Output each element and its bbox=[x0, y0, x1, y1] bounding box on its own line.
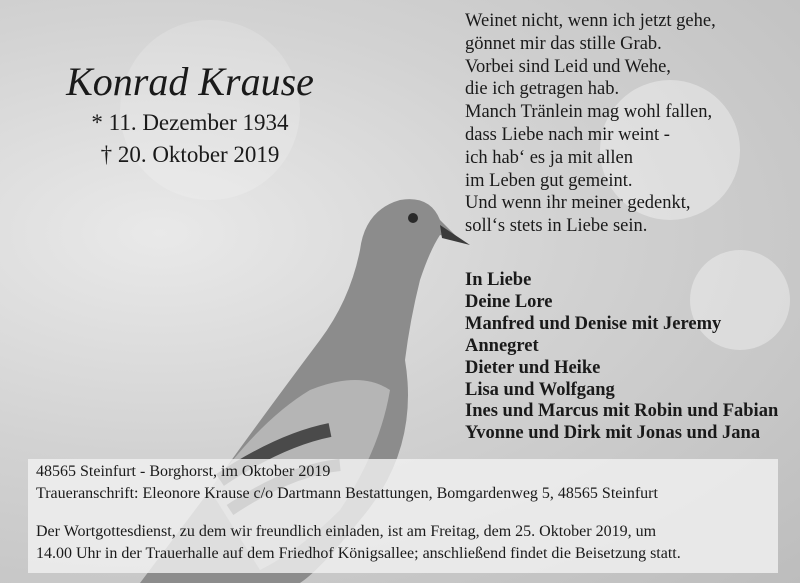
place-date: 48565 Steinfurt - Borghorst, im Oktober 2019 bbox=[36, 463, 331, 480]
mourning-address: Traueranschrift: Eleonore Krause c/o Dartmann Bestattungen, Bomgardenweg 5, 48565 Steinfurt bbox=[36, 485, 658, 502]
mourner-line: In Liebe bbox=[465, 270, 532, 290]
mourner-line: Yvonne und Dirk mit Jonas und Jana bbox=[465, 423, 761, 444]
mourner-line: Manfred und Denise mit Jeremy bbox=[465, 313, 722, 334]
mourner-line: Annegret bbox=[465, 335, 539, 356]
poem-line: gönnet mir das stille Grab. bbox=[465, 33, 662, 54]
death-date: † 20. Oktober 2019 bbox=[100, 142, 280, 167]
mourner-line: Lisa und Wolfgang bbox=[465, 379, 615, 400]
poem bbox=[465, 10, 716, 238]
poem-line: Manch Tränlein mag wohl fallen, bbox=[465, 102, 713, 123]
poem-line: Weinet nicht, wenn ich jetzt gehe, bbox=[465, 11, 716, 31]
deceased-name: Konrad Krause bbox=[66, 59, 314, 104]
poem-line: Vorbei sind Leid und Wehe, bbox=[465, 56, 671, 77]
mourners-list bbox=[465, 270, 778, 445]
birth-date: * 11. Dezember 1934 bbox=[91, 110, 289, 135]
poem-line: soll‘s stets in Liebe sein. bbox=[465, 216, 648, 237]
poem-line: Und wenn ihr meiner gedenkt, bbox=[465, 193, 691, 214]
service-info-line: Der Wortgottesdienst, zu dem wir freundlich einladen, ist am Freitag, dem 25. Oktober 2019, um bbox=[36, 523, 657, 540]
poem-line: dass Liebe nach mir weint - bbox=[465, 124, 670, 145]
service-info-line: 14.00 Uhr in der Trauerhalle auf dem Friedhof Königsallee; anschließend findet die Beisetzung statt. bbox=[36, 545, 681, 562]
poem-line: die ich getragen hab. bbox=[465, 79, 620, 100]
mourner-line: Dieter und Heike bbox=[465, 357, 601, 378]
poem-line: ich hab‘ es ja mit allen bbox=[465, 147, 633, 168]
mourner-line: Ines und Marcus mit Robin und Fabian bbox=[465, 401, 779, 422]
mourner-line: Deine Lore bbox=[465, 291, 553, 312]
poem-line: im Leben gut gemeint. bbox=[465, 170, 633, 191]
